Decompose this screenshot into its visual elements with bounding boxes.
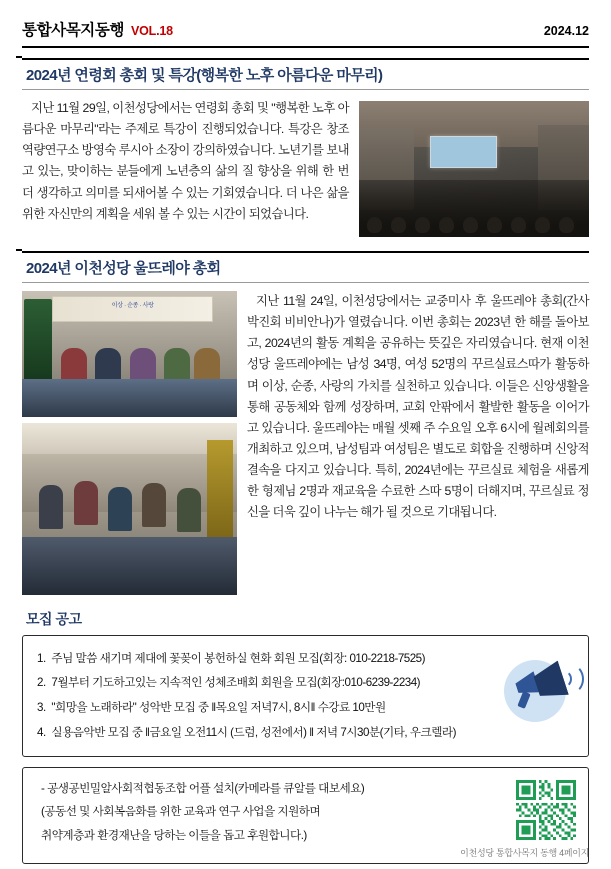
masthead <box>22 18 589 46</box>
photo-audience-head <box>415 217 430 233</box>
photo-person <box>95 348 121 382</box>
photo-banner <box>52 296 213 322</box>
masthead-divider <box>22 46 589 48</box>
heading-rule-bottom <box>22 89 589 90</box>
megaphone-icon <box>500 642 578 728</box>
photo-person <box>177 488 201 532</box>
photo-person <box>142 483 166 527</box>
heading-tick-mark <box>16 56 22 58</box>
photo-banner-text: 이상 · 순종 · 사랑 <box>111 303 154 310</box>
notice-item-text: 주님 말씀 새기며 제대에 꽃꽂이 봉헌하실 현화 회원 모집(회장: 010-2218-7525) <box>51 651 425 665</box>
photo-banner-flag <box>24 299 52 382</box>
article1-heading-block <box>22 58 589 90</box>
notice-item <box>37 721 576 746</box>
article1-photo <box>359 101 589 237</box>
photo-audience-head <box>487 217 502 233</box>
page-footer: 이천성당 통합사목지 동행 4페이지 <box>460 848 589 858</box>
photo-table <box>22 379 237 417</box>
notice-item-number: 3. <box>37 701 46 715</box>
qr-code-svg <box>516 780 576 840</box>
photo-audience-head <box>367 217 382 233</box>
photo-desks <box>22 537 237 595</box>
notice-item-text: 7월부터 기도하고있는 지속적인 성체조배회 회원을 모집(회장:010-6239-2234) <box>51 676 421 690</box>
photo-audience-head <box>535 217 550 233</box>
article2 <box>22 291 589 595</box>
photo-flag <box>207 440 233 543</box>
heading-rule-bottom <box>22 282 589 283</box>
notice-box <box>22 635 589 757</box>
article2-photo-top <box>22 291 237 417</box>
article1 <box>22 98 589 237</box>
notice-item-number: 4. <box>37 726 46 740</box>
notice-item-number: 2. <box>37 676 46 690</box>
article1-body: 지난 11월 29일, 이천성당에서는 연령회 총회 및 "행복한 노후 아름다운 마무리"라는 주제로 특강이 진행되었습니다. 특강은 창조역량연구소 방영숙 루시아 소장이 강의하였습니다. 노년기를 보내고 있는, 맞이하는 분들에게 노년층의 삶의 질 향상을 위해 한 번 더 생각하고 의미를 되새어볼 수 있는 기회였습니다. 더 나은 삶을 위한 자신만의 계획을 세워 볼 수 있는 시간이 되었습니다. <box>22 101 349 221</box>
photo-person <box>74 481 98 525</box>
sponsor-line: 취약계층과 환경재난을 당하는 이들을 돕고 후원합니다.) <box>41 828 307 842</box>
volume-label: VOL.18 <box>131 24 173 38</box>
notice-item-text: 실용음악반 모집 중 ‖금요일 오전11시 (드럼, 성전에서) ‖ 저녁 7시30분(기타, 우크렐라) <box>51 726 456 740</box>
notice-list <box>37 646 576 746</box>
masthead-left <box>22 18 173 40</box>
notice-item-number: 1. <box>37 651 46 665</box>
article1-title: 2024년 연령회 총회 및 특강(행복한 노후 아름다운 마무리) <box>26 67 383 84</box>
notice-item <box>37 671 576 696</box>
photo-projector-screen <box>430 136 496 168</box>
issue-date: 2024.12 <box>543 24 589 38</box>
photo-audience-head <box>463 217 478 233</box>
article2-photo-bottom <box>22 423 237 595</box>
publication-title: 통합사목지동행 <box>22 22 125 39</box>
photo-person <box>39 485 63 529</box>
photo-person <box>108 487 132 531</box>
photo-person <box>130 348 156 382</box>
notice-item-text: "희망을 노래하라" 성악반 모집 중 ‖목요일 저녁7시, 8시‖ 수강료 10만원 <box>51 701 386 715</box>
photo-person <box>164 348 190 382</box>
megaphone-sound-wave <box>558 664 584 694</box>
article2-title: 2024년 이천성당 울뜨레야 총회 <box>26 260 221 277</box>
notice-heading: 모집 공고 <box>26 611 82 627</box>
article2-heading-block <box>22 251 589 283</box>
photo-audience-head <box>559 217 574 233</box>
sponsor-line: (공동선 및 사회복음화를 위한 교육과 연구 사업을 지원하며 <box>41 805 321 819</box>
photo-ceiling <box>22 423 237 454</box>
qr-code-icon[interactable] <box>514 778 578 842</box>
notice-item <box>37 696 576 721</box>
photo-audience-head <box>511 217 526 233</box>
photo-person <box>194 348 220 382</box>
photo-person <box>61 348 87 382</box>
sponsor-line: - 공생공빈밀알사회적협동조합 어플 설치(카메라를 큐알를 대보세요) <box>41 781 365 795</box>
photo-audience-head <box>391 217 406 233</box>
heading-tick-mark <box>16 249 22 251</box>
article2-body: 지난 11월 24일, 이천성당에서는 교중미사 후 울뜨레야 총회(간사 박진회 비비안나)가 열렸습니다. 이번 총회는 2023년 한 해를 돌아보고, 2024년의 활동 계획을 공유하는 뜻깊은 자리였습니다. 현재 이천성당 울뜨레야에는 남성 34명, 여성 52명의 꾸르실료스따가 활동하며 이상, 순종, 사랑의 가치를 실천하고 있습니다. 이들은 신앙생활을 통해 공동체와 함께 성장하며, 교회 안팎에서 활발한 활동을 이어가고 있습니다. 울뜨레야는 매월 셋째 주 수요일 오후 6시에 월례회의를 개최하고 있으며, 남성팀과 여성팀은 별도로 회합을 진행하며 신앙적 결속을 다지고 있습니다. 특히, 2024년에는 꾸르실료 체험을 새롭게 한 형제님 2명과 재교육을 수료한 스따 5명이 더해지며, 꾸르실료 정신을 더욱 깊이 나누는 해가 될 것으로 기대됩니다. <box>247 294 589 520</box>
notice-item <box>37 646 576 671</box>
article2-photo-column <box>22 291 237 595</box>
photo-audience-head <box>439 217 454 233</box>
